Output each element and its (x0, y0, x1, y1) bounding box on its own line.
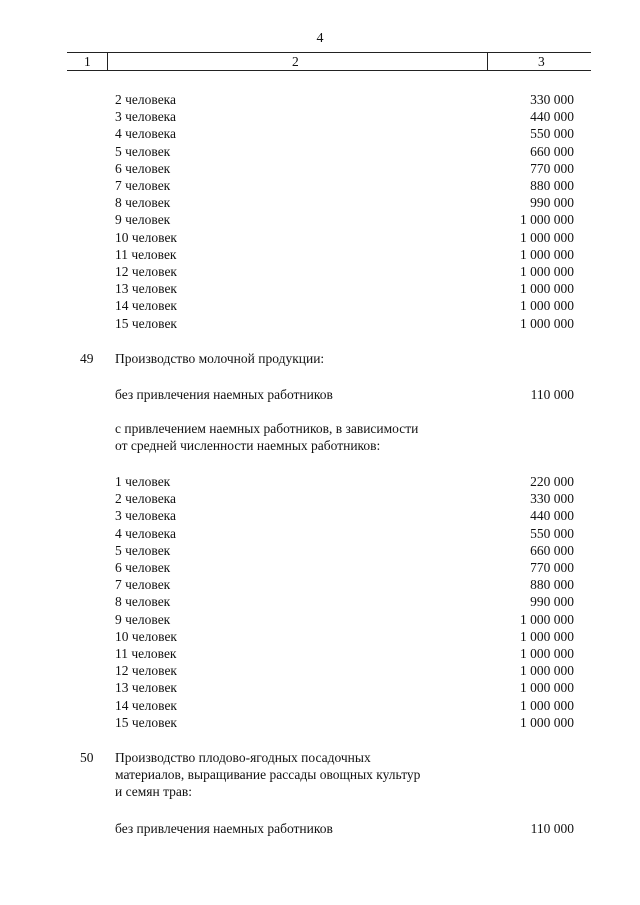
row-value: 550 000 (530, 525, 574, 541)
row-value: 1 000 000 (520, 264, 574, 279)
row-value: 220 000 (530, 474, 574, 489)
row-value: 1 000 000 (520, 680, 574, 696)
row-value: 1 000 000 (520, 646, 574, 661)
row-label: 11 человек (115, 246, 177, 262)
row-label: 15 человек (115, 714, 177, 730)
row-value: 1 000 000 (520, 663, 574, 679)
row-value: 770 000 (530, 560, 574, 575)
item-49-with-workers-text (115, 420, 418, 454)
row-value: 660 000 (530, 143, 574, 159)
row-label: 11 человек (115, 646, 177, 661)
row-label: 6 человек (115, 560, 171, 575)
item-50-title-line1: Производство плодово-ягодных посадочных (115, 750, 371, 765)
column-header-row (67, 52, 591, 71)
item-50-no-workers-label: без привлечения наемных работников (115, 821, 333, 836)
row-label: 14 человек (115, 298, 177, 314)
row-value: 1 000 000 (520, 298, 574, 314)
row-label: 8 человек (115, 195, 171, 211)
row-value: 1 000 000 (520, 246, 574, 262)
row-label: 10 человек (115, 628, 177, 644)
item-50-title-line2: материалов, выращивание рассады овощных культур (115, 767, 421, 782)
row-value: 1 000 000 (520, 714, 574, 730)
row-value: 990 000 (530, 594, 574, 610)
row-value: 440 000 (530, 508, 574, 524)
row-value: 880 000 (530, 577, 574, 593)
row-label: 3 человека (115, 508, 177, 524)
row-label: 13 человек (115, 680, 177, 696)
row-label: 4 человека (115, 126, 177, 142)
item-49-number: 49 (80, 351, 94, 366)
row-value: 1 000 000 (520, 697, 574, 713)
row-label: 4 человека (115, 525, 177, 541)
item-50-number: 50 (80, 750, 94, 765)
row-value: 1 000 000 (520, 229, 574, 245)
page-number: 4 (316, 31, 324, 46)
row-label: 6 человек (115, 160, 171, 176)
row-value: 440 000 (530, 109, 574, 125)
row-label: 13 человек (115, 281, 177, 297)
row-label: 14 человек (115, 697, 177, 713)
row-value: 1 000 000 (520, 628, 574, 644)
row-value: 880 000 (530, 178, 574, 193)
row-label: 1 человек (115, 474, 171, 489)
row-value: 330 000 (530, 92, 574, 107)
item-49-no-workers-value: 110 000 (530, 387, 574, 402)
row-value: 1 000 000 (520, 281, 574, 297)
row-label: 12 человек (115, 663, 177, 679)
row-label: 15 человек (115, 315, 177, 331)
item-50-no-workers-value: 110 000 (530, 821, 574, 836)
item-50-title-line3: и семян трав: (115, 784, 193, 799)
row-label: 10 человек (115, 229, 177, 245)
row-label: 5 человек (115, 542, 171, 558)
row-label: 2 человека (115, 491, 177, 507)
row-label: 2 человека (115, 92, 177, 107)
row-label: 12 человек (115, 264, 177, 279)
row-value: 660 000 (530, 542, 574, 558)
column-header-3: 3 (538, 54, 545, 69)
item-49-no-workers-label: без привлечения наемных работников (115, 387, 333, 402)
row-label: 7 человек (115, 178, 171, 193)
row-label: 9 человек (115, 212, 171, 228)
row-label: 7 человек (115, 577, 171, 593)
column-divider (107, 53, 108, 70)
item-49-title: Производство молочной продукции: (115, 351, 325, 366)
row-label: 5 человек (115, 143, 171, 159)
row-label: 8 человек (115, 594, 171, 610)
row-value: 770 000 (530, 160, 574, 176)
item-49-with-workers-line2: от средней численности наемных работников: (115, 438, 381, 453)
row-value: 1 000 000 (520, 315, 574, 331)
row-label: 3 человека (115, 109, 177, 125)
row-value: 1 000 000 (520, 212, 574, 228)
row-value: 550 000 (530, 126, 574, 142)
column-header-2: 2 (292, 54, 299, 69)
row-label: 9 человек (115, 611, 171, 627)
row-value: 990 000 (530, 195, 574, 211)
column-header-1: 1 (84, 54, 91, 69)
row-value: 1 000 000 (520, 611, 574, 627)
column-divider (487, 53, 488, 70)
row-value: 330 000 (530, 491, 574, 507)
item-49-with-workers-line1: с привлечением наемных работников, в зависимости (115, 421, 419, 436)
item-50-title (115, 749, 420, 800)
